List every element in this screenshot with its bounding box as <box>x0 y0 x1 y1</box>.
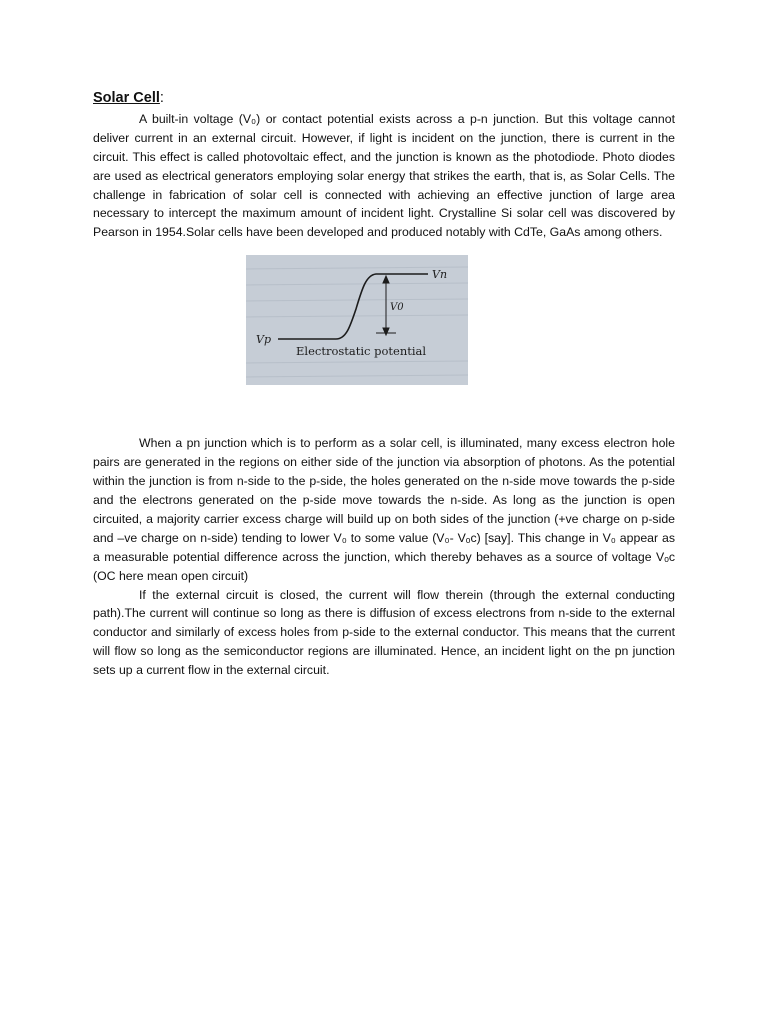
paragraph-illumination: When a pn junction which is to perform as a solar cell, is illuminated, many excess electron hole pairs are generated in the regions on either side of the junction via absorption of photons. As the potential within the junction is from n-side to the p-side, the holes generated on the n-side move towards the p-side and the electrons generated on the p-side move towards the n-side. As long as the junction is open circuited, a majority carrier excess charge will build up on both sides of the junction (+ve charge on p-side and –ve charge on n-side) tending to lower V₀ to some value (V₀- Vₒc) [say]. This change in V₀ appear as a measurable potential difference across the junction, which thereby behaves as a source of voltage Vₒc (OC here mean open circuit) <box>93 436 675 583</box>
section-heading <box>93 89 675 108</box>
label-vn: Vn <box>432 268 448 282</box>
paragraph-intro: A built-in voltage (V₀) or contact potential exists across a p-n junction. But this voltage cannot deliver current in an external circuit. However, if light is incident on the junction, there is current in the circuit. This effect is called photovoltaic effect, and the junction is known as the photodiode. Photo diodes are used as electrical generators employing solar energy that strikes the earth, that is, as Solar Cells. The challenge in fabrication of solar cell is connected with achieving an effective junction of large area necessary to intercept the maximum amount of incident light. Crystalline Si solar cell was discovered by Pearson in 1954.Solar cells have been developed and produced notably with CdTe, GaAs among others. <box>93 111 675 240</box>
paragraph-closed-circuit: If the external circuit is closed, the current will flow therein (through the external conducting path).The current will continue so long as there is diffusion of excess electrons from n-side to the external conductor and similarly of excess holes from p-side to the external conductor. This means that the current will flow so long as the semiconductor regions are illuminated. Hence, an incident light on the pn junction sets up a current flow in the external circuit. <box>93 587 675 678</box>
background-texture <box>246 267 468 377</box>
potential-figure <box>246 255 468 385</box>
label-v0: V0 <box>390 302 404 314</box>
heading-colon: : <box>159 90 164 106</box>
figure-container <box>93 242 675 434</box>
heading-title: Solar Cell <box>93 90 160 106</box>
figure-caption: Electrostatic potential <box>296 344 427 359</box>
potential-diagram <box>246 255 468 385</box>
label-vp: Vp <box>256 333 271 347</box>
document-body <box>93 89 675 680</box>
